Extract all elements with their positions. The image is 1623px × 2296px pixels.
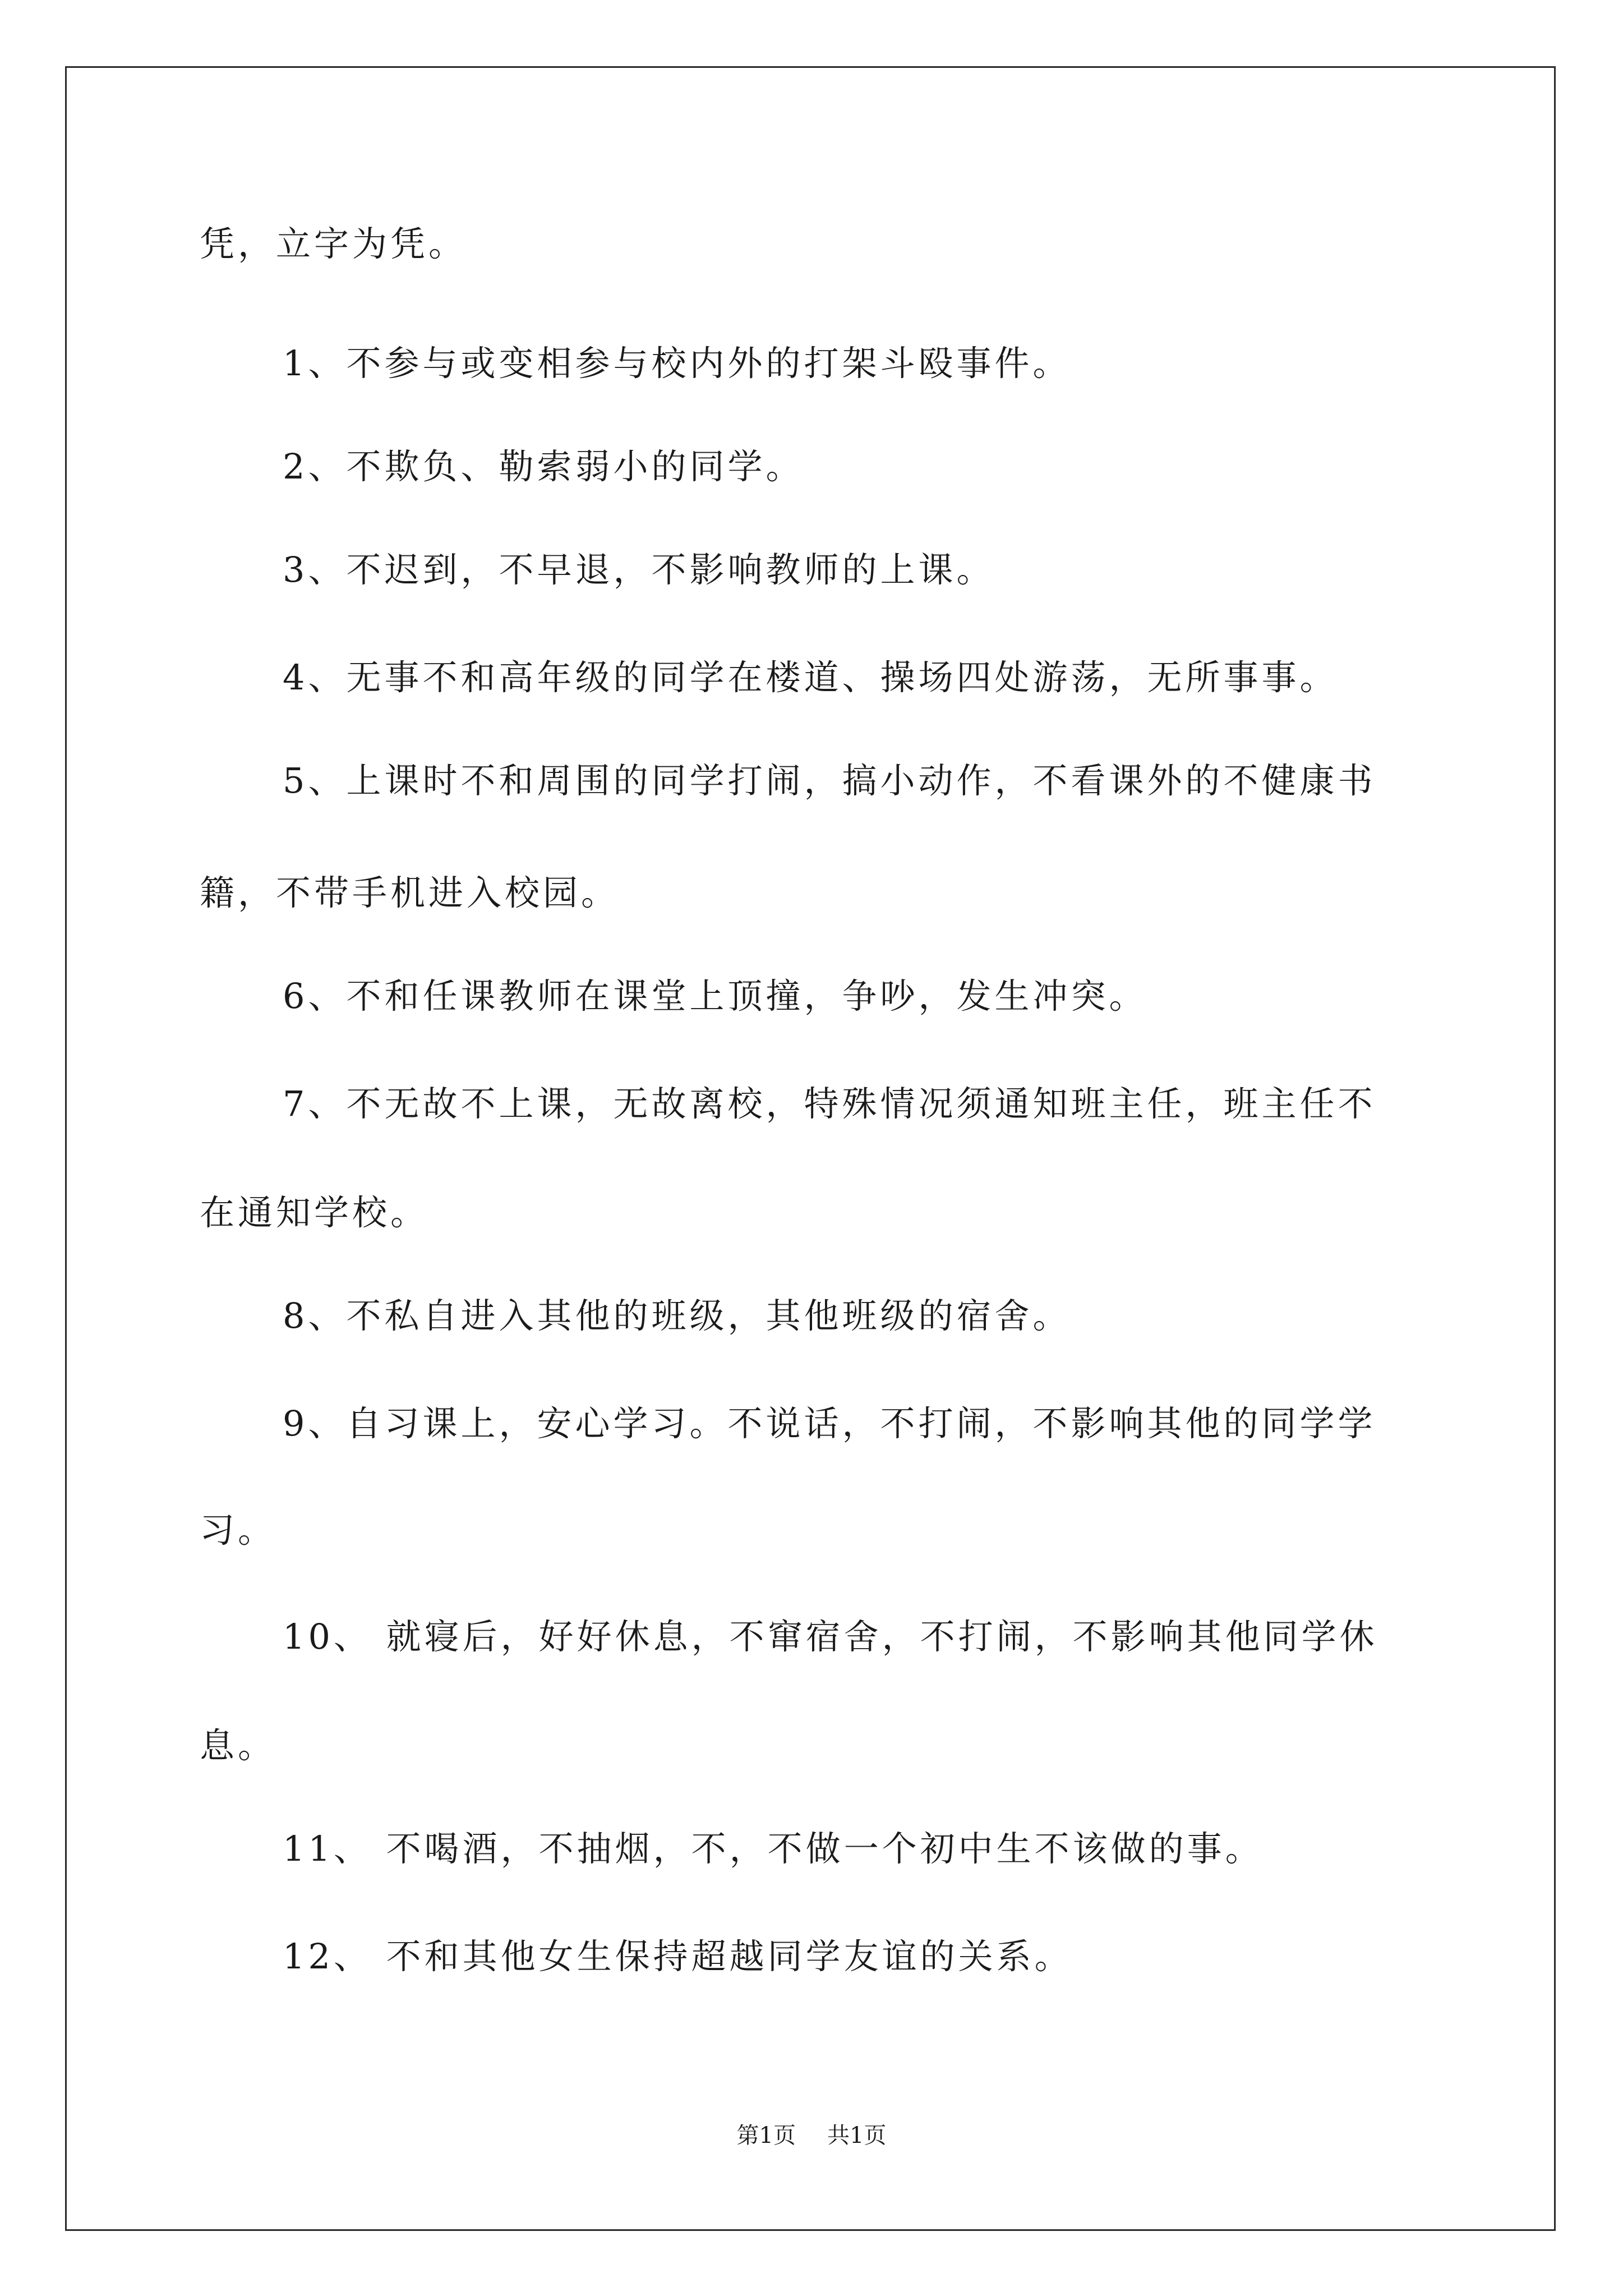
- list-item: 9、自习课上，安心学习。不说话，不打闹，不影响其他的同学学: [283, 1403, 1376, 1444]
- page-border: [65, 66, 1556, 2231]
- list-item: 8、不私自进入其他的班级，其他班级的宿舍。: [283, 1295, 1071, 1336]
- list-item: 2、不欺负、勒索弱小的同学。: [283, 446, 804, 487]
- list-item: 4、无事不和高年级的同学在楼道、操场四处游荡，无所事事。: [283, 657, 1338, 698]
- list-item-continuation: 息。: [200, 1725, 276, 1766]
- page-footer: [0, 2120, 1623, 2151]
- list-item: 11、 不喝酒，不抽烟，不，不做一个初中生不该做的事。: [283, 1828, 1264, 1869]
- list-item: 1、不参与或变相参与校内外的打架斗殴事件。: [283, 343, 1071, 384]
- list-item-continuation: 习。: [200, 1510, 276, 1550]
- page-number-total: 共1页: [827, 2123, 887, 2148]
- list-item-continuation: 籍，不带手机进入校园。: [200, 872, 620, 913]
- list-item: 10、 就寝后，好好休息，不窜宿舍，不打闹，不影响其他同学休: [283, 1616, 1378, 1657]
- page-number-current: 第1页: [736, 2123, 796, 2148]
- list-item: 5、上课时不和周围的同学打闹，搞小动作，不看课外的不健康书: [283, 760, 1376, 801]
- list-item: 7、不无故不上课，无故离校，特殊情况须通知班主任，班主任不: [283, 1083, 1376, 1124]
- text-line: 凭，立字为凭。: [200, 223, 467, 264]
- list-item-continuation: 在通知学校。: [200, 1192, 429, 1233]
- list-item: 12、 不和其他女生保持超越同学友谊的关系。: [283, 1936, 1073, 1977]
- list-item: 3、不迟到，不早退，不影响教师的上课。: [283, 549, 995, 590]
- list-item: 6、不和任课教师在课堂上顶撞，争吵，发生冲突。: [283, 976, 1147, 1016]
